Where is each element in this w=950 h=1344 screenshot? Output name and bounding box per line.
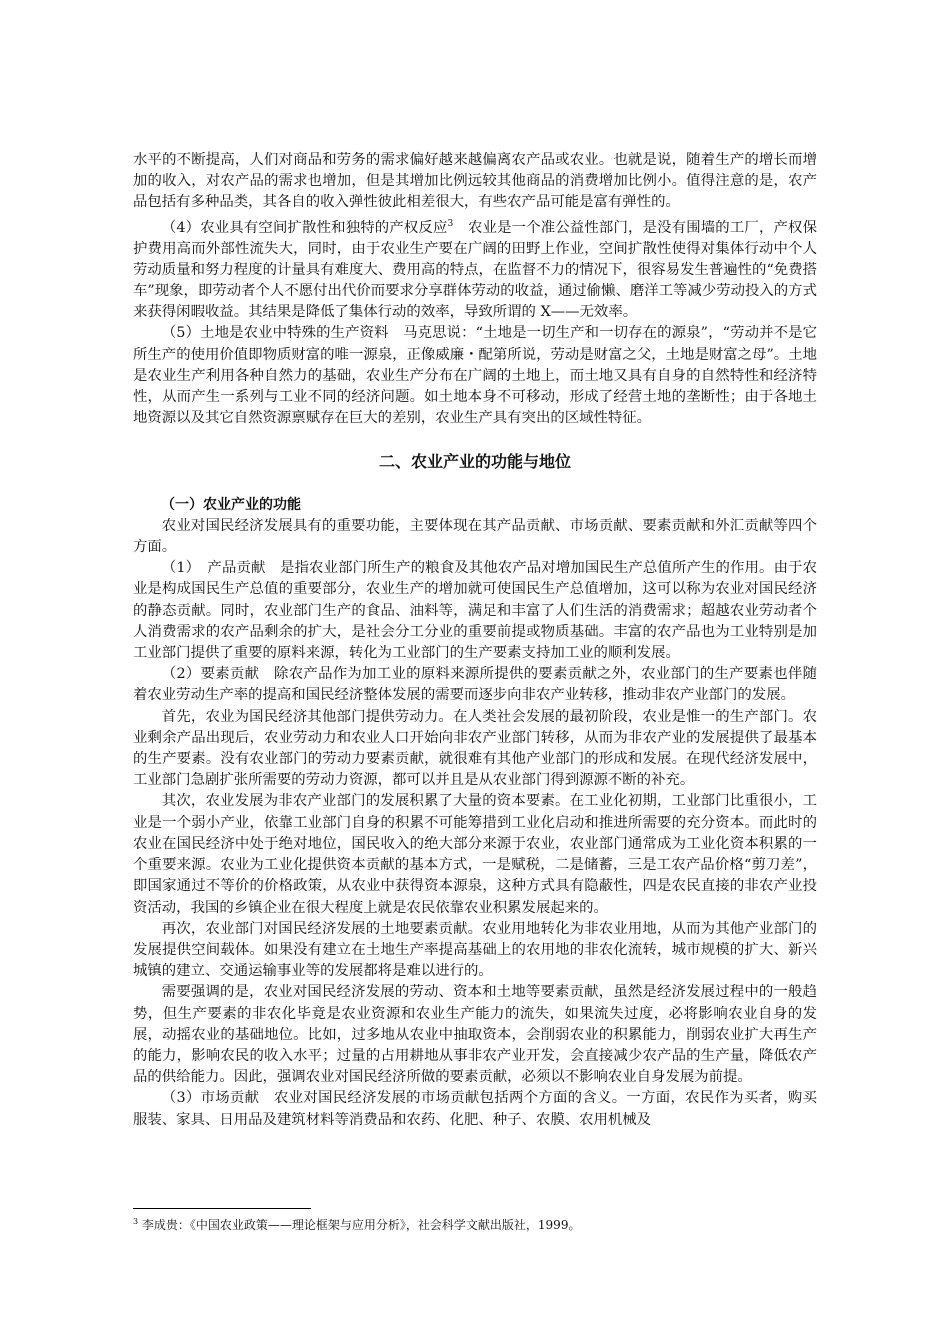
section-title: 二、农业产业的功能与地位: [378, 452, 571, 472]
paragraph: 首先，农业为国民经济其他部门提供劳动力。在人类社会发展的最初阶段，农业是惟一的生产部门。农业剩余产品出现后，农业劳动力和农业人口开始向非农产业部门转移，从而为非农产业的发展提供了最基本的生产要素。没有农业部门的劳动力要素贡献，就很难有其他产业部门的形成和发展。在现代经济发展中，工业部门急剧扩张所需要的劳动力资源，都可以并且是从农业部门得到源源不断的补充。: [133, 708, 817, 789]
paragraph: （1） 产品贡献 是指农业部门所生产的粮食及其他农产品对增加国民生产总值所产生的作用。由于农业是构成国民生产总值的重要部分，农业生产的增加就可使国民生产总值增加，这可以称为农业对国民经济的静态贡献。同时，农业部门生产的食品、油料等，满足和丰富了人们生活的消费需求；超越农业劳动者个人消费需求的农产品剩余的扩大，是社会分工分业的重要前提或物质基础。丰富的农产品也为工业特别是加工业部门提供了重要的原料来源，转化为工业部门的生产要素支持加工业的顺利发展。: [133, 560, 817, 662]
footnote-mark: 3: [133, 1217, 139, 1226]
paragraph: 再次，农业部门对国民经济发展的土地要素贡献。农业用地转化为非农业用地，从而为其他产业部门的发展提供空间载体。如果没有建立在土地生产率提高基础上的农用地的非农化流转，城市规模的扩大、新兴城镇的建立、交通运输事业等的发展都将是难以进行的。: [133, 920, 817, 980]
body-text: [133, 150, 817, 1131]
paragraph: [133, 214, 817, 324]
subsection-title: （一）农业产业的功能: [161, 496, 301, 513]
paragraph-text: 农业是一个准公益性部门，是没有围墙的工厂，产权保护费用高而外部性流失大，同时，由于农业生产要在广阔的田野上作业，空间扩散性使得对集体行动中个人劳动质量和努力程度的计量具有难度大、费用高的特点，在监督不力的情况下，很容易发生普遍性的“免费搭车”现象，即劳动者个人不愿付出代价而要求分享群体劳动的收益，通过偷懒、磨洋工等减少劳动投入的方式来获得闲暇收益。其结果是降低了集体行动的效率，导致所谓的 X——无效率。: [133, 219, 817, 321]
paragraph: （5）土地是农业中特殊的生产资料 马克思说：“土地是一切生产和一切存在的源泉”，“劳动并不是它所生产的使用价值即物质财富的唯一源泉，正像威廉・配第所说，劳动是财富之父，土地是财富之母”。土地是农业生产利用各种自然力的基础，农业生产分布在广阔的土地上，而土地又具有自身的自然特性和经济特性，从而产生一系列与工业不同的经济问题。如土地本身不可移动，形成了经营土地的垄断性；由于各地土地资源以及其它自然资源禀赋存在巨大的差别，农业生产具有突出的区域性特征。: [133, 325, 817, 427]
paragraph: 其次，农业发展为非农产业部门的发展积累了大量的资本要素。在工业化初期，工业部门比重很小，工业是一个弱小产业，依靠工业部门自身的积累不可能筹措到工业化启动和推进所需要的充分资本。而此时的农业在国民经济中处于绝对地位，国民收入的绝大部分来源于农业，农业部门通常成为工业化资本积累的一个重要来源。农业为工业化提供资本贡献的基本方式，一是赋税，二是储蓄，三是工农产品价格“剪刀差”，即国家通过不等价的价格政策，从农业中获得资本源泉，这种方式具有隐蔽性，四是农民直接的非农产业投资活动，我国的乡镇企业在很大程度上就是农民依靠农业积累发展起来的。: [133, 793, 817, 916]
paragraph-heading: （4）农业具有空间扩散性和独特的产权反应: [161, 219, 448, 236]
paragraph: （3）市场贡献 农业对国民经济发展的市场贡献包括两个方面的含义。一方面，农民作为买者，购买服装、家具、日用品及建筑材料等消费品和农药、化肥、种子、农膜、农用机械及: [133, 1090, 817, 1128]
footnote-reference[interactable]: 3: [447, 218, 454, 229]
paragraph: 农业对国民经济发展具有的重要功能，主要体现在其产品贡献、市场贡献、要素贡献和外汇贡献等四个方面。: [133, 517, 817, 556]
footnote: [133, 1214, 817, 1233]
paragraph: 需要强调的是，农业对国民经济发展的劳动、资本和土地等要素贡献，虽然是经济发展过程中的一般趋势，但生产要素的非农化毕竟是农业资源和农业生产能力的流失，如果流失过度，必将影响农业自身的发展，动摇农业的基础地位。比如，过多地从农业中抽取资本，会削弱农业的积累能力，削弱农业扩大再生产的能力，影响农民的收入水平；过量的占用耕地从事非农产业开发，会直接减少农产品的生产量，降低农产品的供给能力。因此，强调农业对国民经济所做的要素贡献，必须以不影响农业自身发展为前提。: [133, 984, 817, 1086]
paragraph: （2）要素贡献 除农产品作为加工业的原料来源所提供的要素贡献之外，农业部门的生产要素也伴随着农业劳动生产率的提高和国民经济整体发展的需要而逐步向非农产业转移，推动非农产业部门的发展。: [133, 666, 817, 704]
footnote-text: 李成贵：《中国农业政策——理论框架与应用分析》，社会科学文献出版社，1999。: [138, 1218, 581, 1232]
paragraph: 水平的不断提高，人们对商品和劳务的需求偏好越来越偏离农产品或农业。也就是说，随着生产的增长而增加的收入，对农产品的需求也增加，但是其增加比例远较其他商品的消费增加比例小。值得注意的是，农产品包括有多种品类，其各自的收入弹性彼此相差很大，有些农产品可能是富有弹性的。: [133, 152, 817, 211]
footnote-divider: [133, 1208, 311, 1209]
